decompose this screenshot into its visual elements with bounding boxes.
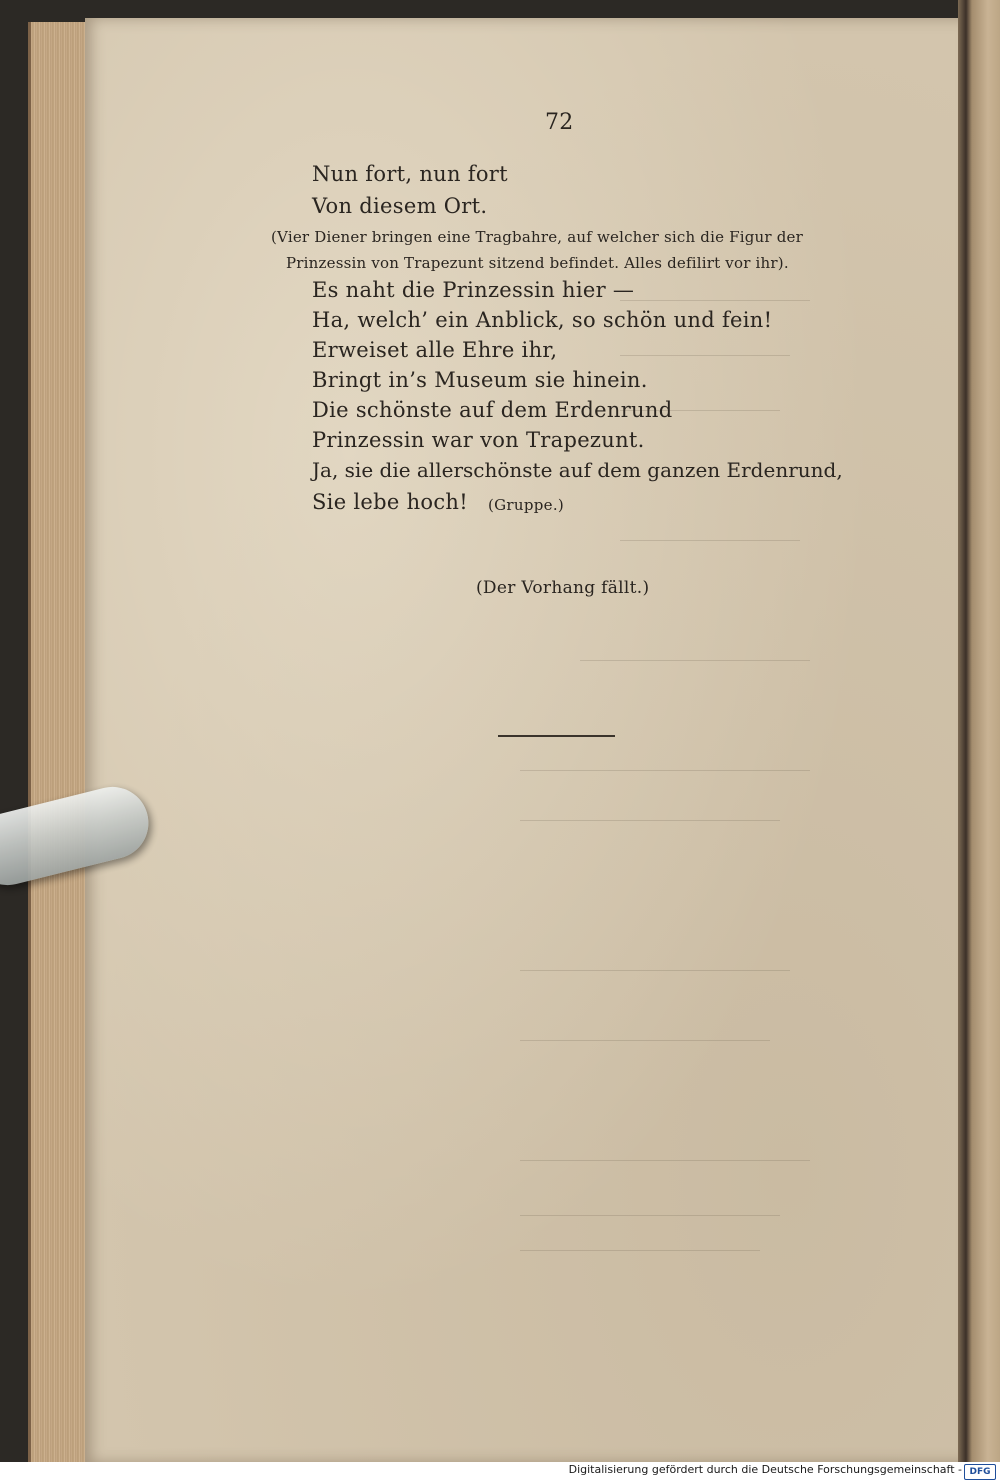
verse-line: Bringt in’s Museum sie hinein. [312, 368, 648, 392]
dfg-logo: DFG [964, 1464, 996, 1480]
verse-line: Die schönste auf dem Erdenrund [312, 398, 673, 422]
bleed-through-mark [580, 660, 810, 661]
bleed-through-mark [520, 1040, 770, 1041]
end-rule [498, 735, 615, 737]
verse-line: Ha, welch’ ein Anblick, so schön und fein! [312, 308, 773, 332]
bleed-through-mark [620, 300, 810, 301]
bleed-through-mark [520, 1250, 760, 1251]
bleed-through-mark [620, 540, 800, 541]
verse-line: Von diesem Ort. [312, 194, 488, 218]
bleed-through-mark [520, 770, 810, 771]
stage-direction-line: (Vier Diener bringen eine Tragbahre, auf welcher sich die Figur der [271, 228, 803, 246]
verse-line: Ja, sie die allerschönste auf dem ganzen Erdenrund, [312, 458, 843, 482]
page-number: 72 [545, 110, 574, 135]
bleed-through-mark [520, 1215, 780, 1216]
verse-line: Nun fort, nun fort [312, 162, 508, 186]
verse-line: Es naht die Prinzessin hier — [312, 278, 635, 302]
bleed-through-mark [520, 1160, 810, 1161]
bleed-through-mark [520, 970, 790, 971]
verse-line: Erweiset alle Ehre ihr, [312, 338, 558, 362]
curtain-direction: (Der Vorhang fällt.) [476, 578, 650, 598]
group-direction: (Gruppe.) [488, 496, 565, 514]
stage-direction-line: Prinzessin von Trapezunt sitzend befindet. Alles defilirt vor ihr). [286, 254, 789, 272]
bleed-through-mark [520, 820, 780, 821]
funding-credit: Digitalisierung gefördert durch die Deutsche Forschungsgemeinschaft - [568, 1463, 962, 1476]
verse-line-final: Sie lebe hoch! [312, 490, 468, 514]
bleed-through-mark [620, 355, 790, 356]
verse-line: Prinzessin war von Trapezunt. [312, 428, 645, 452]
right-page-gutter [958, 0, 1000, 1462]
